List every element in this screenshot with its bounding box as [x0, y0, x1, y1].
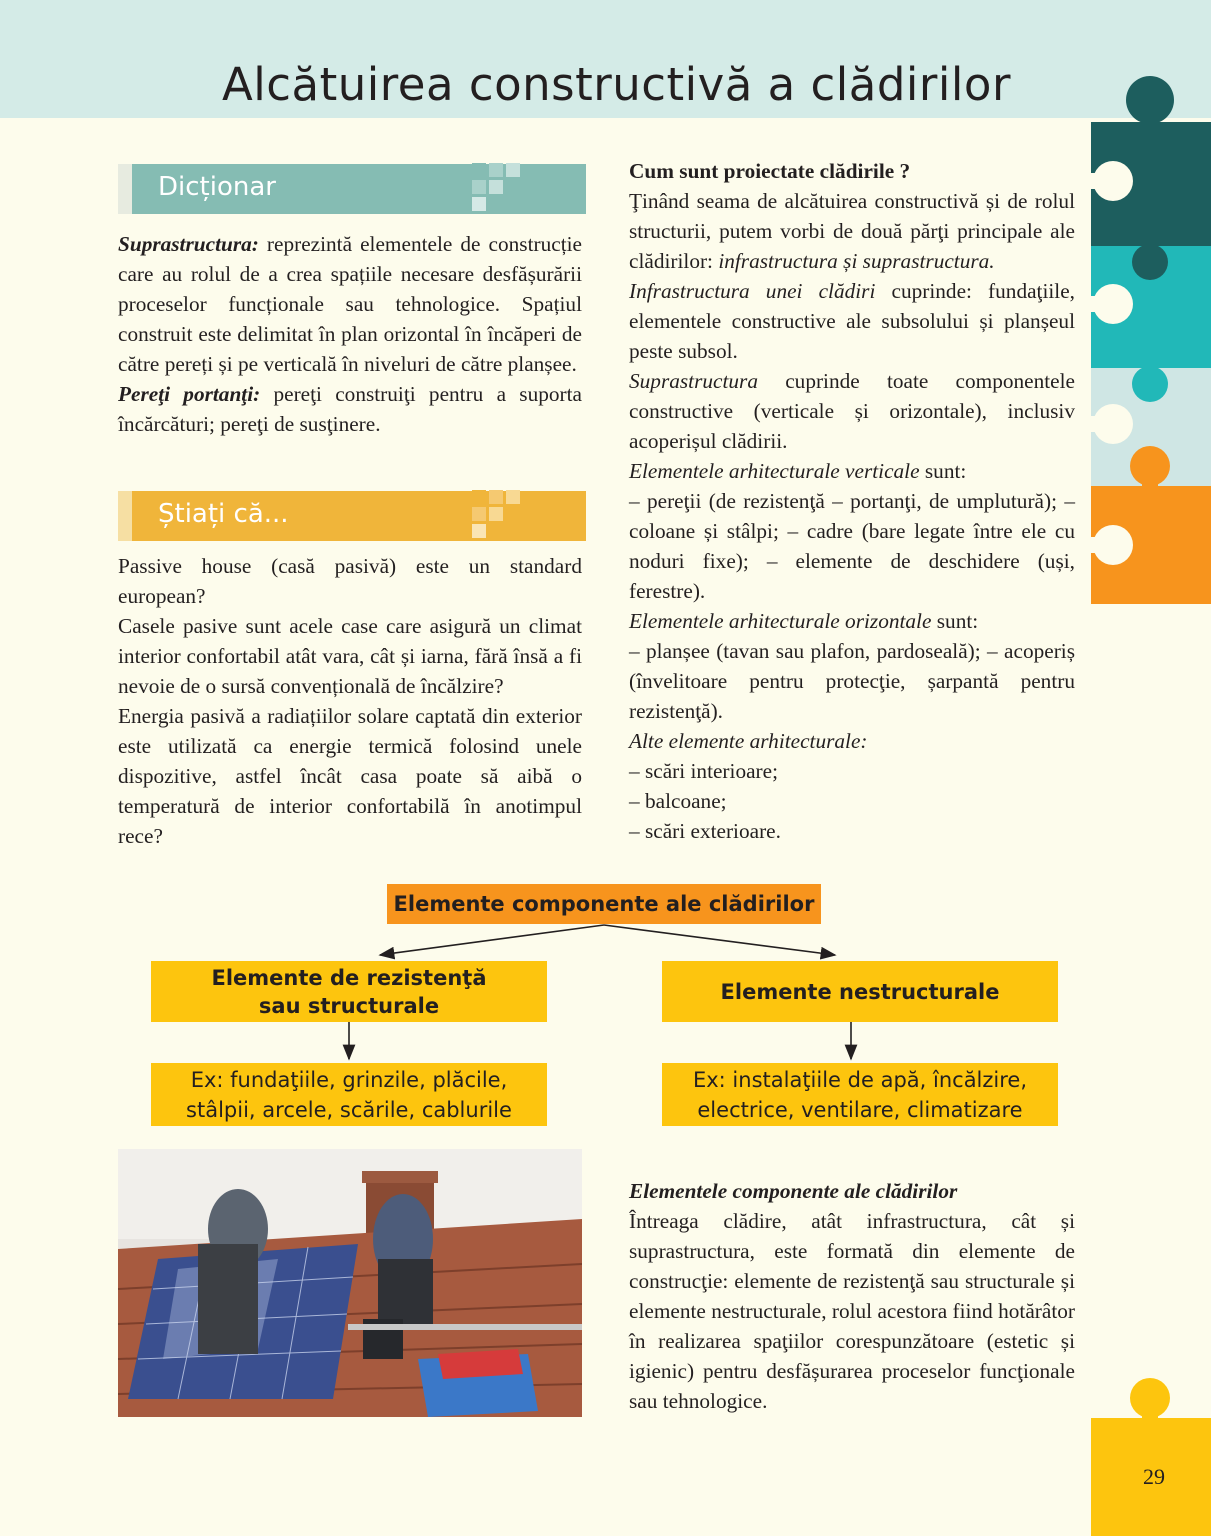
puzzle-piece-yellow [1091, 1378, 1211, 1536]
solar-panel-photo [118, 1149, 582, 1417]
arrow-root-right [604, 925, 835, 955]
term-suprastructura: Suprastructura: [118, 232, 259, 256]
components-body: Întreaga clădire, atât infrastructura, cât și suprastructura, este formată din elemente de construcţie: elemente de rezistenţă sau structurale și elemente nestructurale, rolul acestora fiind hotărâtor în realizarea spaţiilor corespunzătoare (estetic și igienic) pentru desfășurarea proceselor funcţionale sau tehnologice. [629, 1209, 1075, 1413]
design-intro: Ţinând seama de alcătuirea constructivă și de rolul structurii, putem vorbi de două părţi principale ale clădirilor: [629, 189, 1075, 273]
infra-label: Infrastructura unei clădiri [629, 279, 876, 303]
dictionary-heading: Dicționar [158, 172, 276, 202]
vertical-label: Elementele arhitecturale verticale [629, 459, 920, 483]
fact-1: Passive house (casă pasivă) este un standard european? [118, 554, 582, 608]
term-pereti-portanti: Pereţi portanţi: [118, 382, 261, 406]
def-pereti-portanti: pereţi construiţi pentru a suporta încărcături; pereţi de susţinere. [118, 382, 583, 436]
diagram-right-example: Ex: instalaţiile de apă, încălzire, electrice, ventilare, climatizare [662, 1063, 1058, 1126]
fact-2: Casele pasive sunt acele case care asigură un climat interior confortabil atât vara, cât și iarna, fără însă a fi nevoie de o sursă convențională de încălzire? [118, 614, 582, 698]
design-heading: Cum sunt proiectate clădirile ? [629, 159, 911, 183]
other-item-3: – scări exterioare. [629, 819, 781, 843]
other-item-2: – balcoane; [629, 789, 727, 813]
horizontal-items: – planșee (tavan sau plafon, pardoseală); – acoperiș (învelitoare pentru protecţie, șarpantă pentru rezistenţă). [629, 639, 1075, 723]
design-intro-italic: infrastructura și suprastructura. [718, 249, 995, 273]
vertical-items: – pereţii (de rezistenţă – portanţi, de umplutură); – coloane și stâlpi; – cadre (bare legate între ele cu noduri fixe); – elemente de deschidere (uși, ferestre). [629, 489, 1075, 603]
infra-text: cuprinde: fundaţiile, elementele constructive ale subsolului și planșeul peste subsol. [629, 279, 1075, 363]
components-text [629, 1176, 1075, 1416]
horizontal-suffix: sunt: [936, 609, 979, 633]
components-heading: Elementele componente ale clădirilor [629, 1179, 958, 1203]
supra-text: cuprinde toate componentele constructive (verticale și orizontale), inclusiv acoperișul clădirii. [629, 369, 1076, 453]
vertical-suffix: sunt: [924, 459, 967, 483]
facts-heading: Știați că... [158, 499, 289, 529]
other-item-1: – scări interioare; [629, 759, 779, 783]
diagram-right-title: Elemente nestructurale [662, 961, 1058, 1022]
page-number: 29 [1143, 1464, 1165, 1489]
fact-3: Energia pasivă a radiațiilor solare captată din exterior este utilizată ca energie termică folosind unele dispozitive, astfel încât casa poate să aibă o temperatură de interior confortabilă în anotimpul rece? [118, 704, 582, 848]
arrow-root-left [380, 925, 604, 955]
horizontal-label: Elementele arhitecturale orizontale [629, 609, 932, 633]
supra-label: Suprastructura [629, 369, 758, 393]
diagram-root: Elemente componente ale clădirilor [387, 884, 821, 924]
other-label: Alte elemente arhitecturale: [629, 729, 868, 753]
def-suprastructura: reprezintă elementele de construcție care au rolul de a crea spațiile necesare desfășurării proceselor funcționale sau tehnologice. Spațiul construit este delimitat în plan orizontal în încăperi de către pereți și pe verticală în niveluri de către planșee. [118, 232, 582, 376]
page-title: Alcătuirea constructivă a clădirilor [222, 58, 1011, 111]
diagram-left-example: Ex: fundaţiile, grinzile, plăcile, stâlpii, arcele, scările, cablurile [151, 1063, 547, 1126]
diagram-left-title: Elemente de rezistenţă sau structurale [151, 961, 547, 1022]
